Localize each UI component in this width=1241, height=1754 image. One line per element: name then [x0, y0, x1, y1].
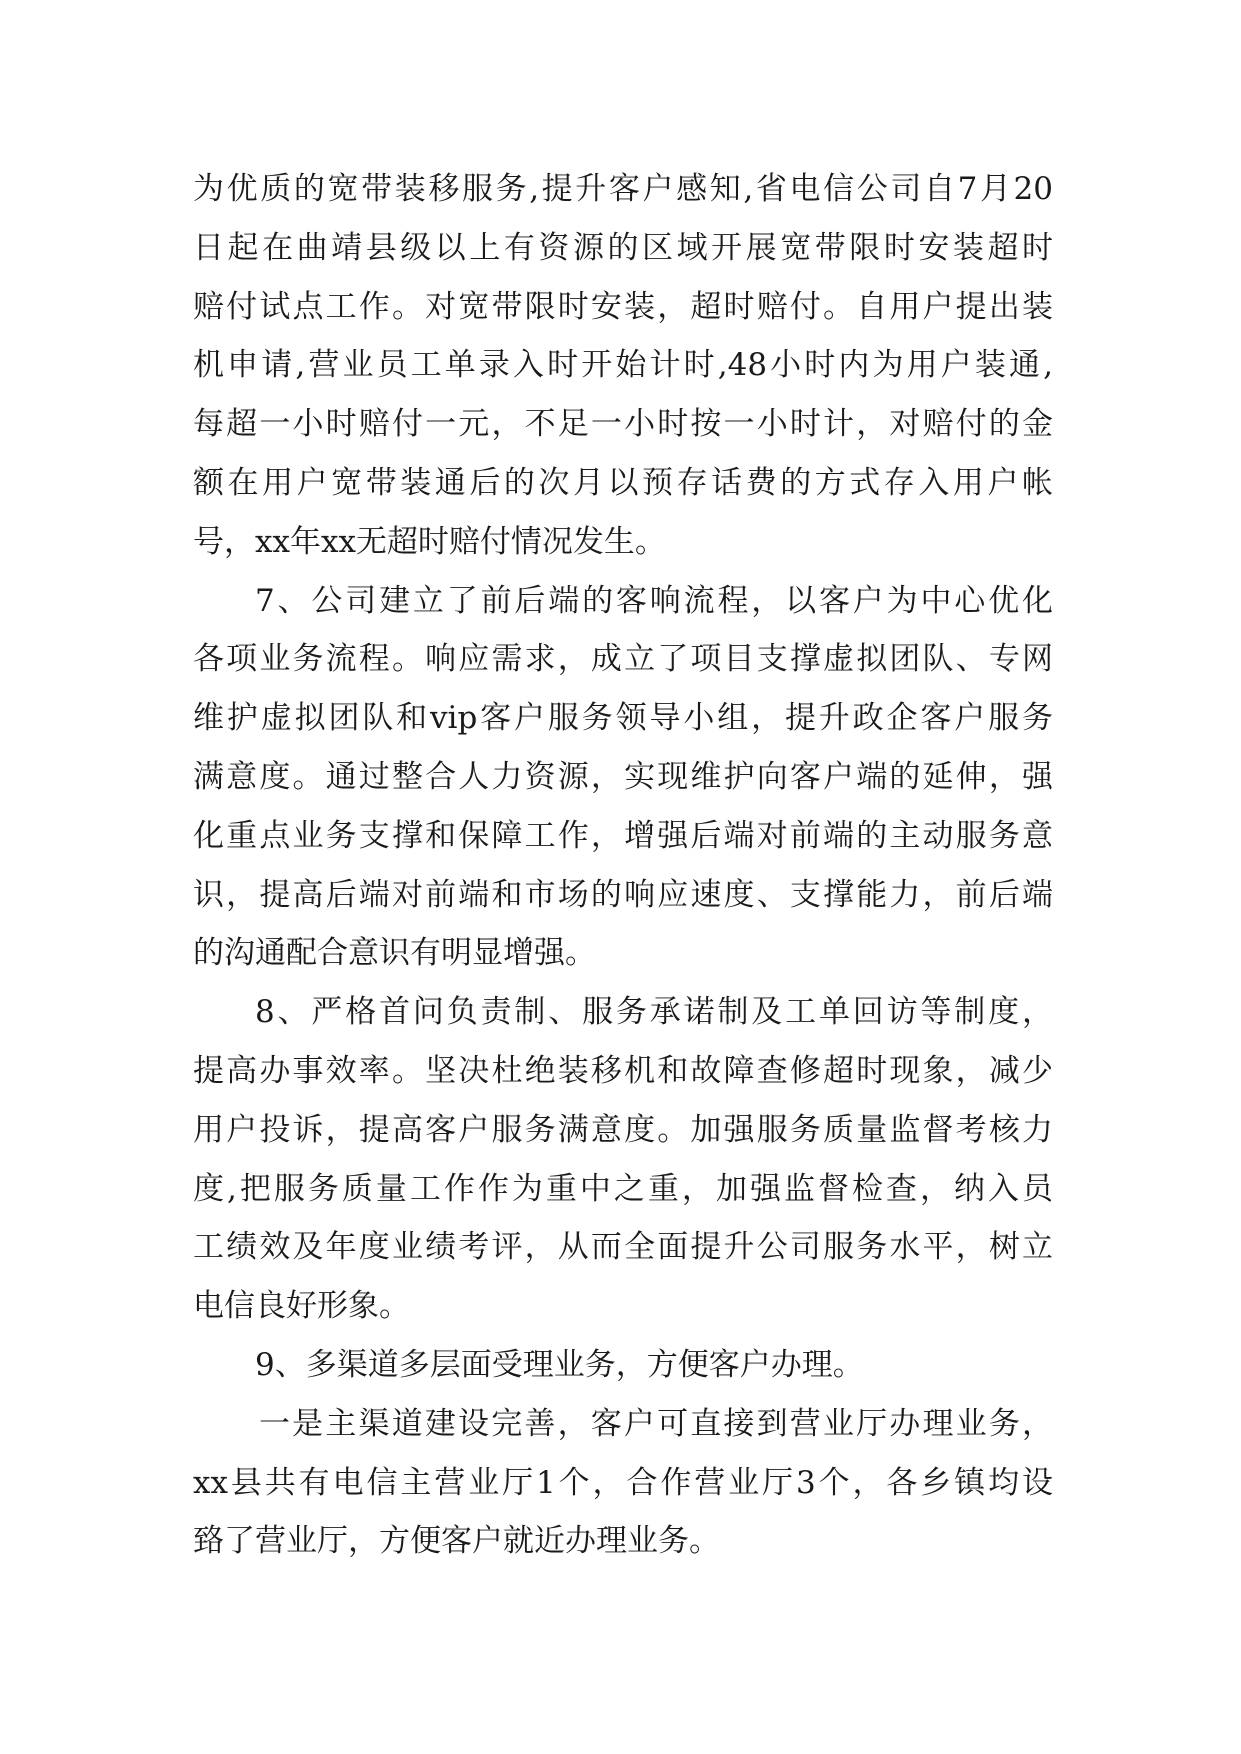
text-line: xx县共有电信主营业厅1个，合作营业厅3个，各乡镇均设: [193, 1464, 1053, 1501]
paragraph-heading-7: 7、公司建立了前后端的客响流程，以客户为中心优化: [255, 582, 1053, 619]
text-line: 日起在曲靖县级以上有资源的区域开展宽带限时安装超时: [193, 229, 1053, 266]
text-line: 各项业务流程。响应需求，成立了项目支撑虚拟团队、专网: [193, 641, 1053, 678]
text-line: 用户投诉，提高客户服务满意度。加强服务质量监督考核力: [193, 1111, 1053, 1148]
text-line: 号，xx年xx无超时赔付情况发生。: [193, 523, 666, 560]
text-line: 维护虚拟团队和vip客户服务领导小组，提升政企客户服务: [193, 700, 1053, 737]
text-line: 赔付试点工作。对宽带限时安装，超时赔付。自用户提出装: [193, 288, 1053, 325]
paragraph-heading-9: 9、多渠道多层面受理业务，方便客户办理。: [255, 1346, 864, 1383]
text-line: 提高办事效率。坚决杜绝装移机和故障查修超时现象，减少: [193, 1052, 1053, 1089]
text-line: 额在用户宽带装通后的次月以预存话费的方式存入用户帐: [193, 464, 1053, 501]
text-line: 的沟通配合意识有明显增强。: [193, 935, 596, 972]
text-line: 为优质的宽带装移服务,提升客户感知,省电信公司自7月20: [193, 171, 1053, 207]
text-line: 识，提高后端对前端和市场的响应速度、支撑能力，前后端: [193, 876, 1053, 913]
text-line: 臵了营业厅，方便客户就近办理业务。: [193, 1523, 720, 1560]
paragraph-heading-8: 8、严格首问负责制、服务承诺制及工单回访等制度，: [255, 994, 1053, 1031]
document-body: [193, 160, 1053, 1571]
text-line: 满意度。通过整合人力资源，实现维护向客户端的延伸，强: [193, 758, 1053, 795]
text-line: 度,把服务质量工作作为重中之重，加强监督检查，纳入员: [193, 1170, 1053, 1207]
text-line: 机申请,营业员工单录入时开始计时,48小时内为用户装通,: [193, 347, 1053, 384]
text-line: 工绩效及年度业绩考评，从而全面提升公司服务水平，树立: [193, 1229, 1053, 1266]
text-line: 化重点业务支撑和保障工作，增强后端对前端的主动服务意: [193, 817, 1053, 854]
text-line: 一是主渠道建设完善，客户可直接到营业厅办理业务，: [259, 1405, 1053, 1442]
text-line: 每超一小时赔付一元，不足一小时按一小时计，对赔付的金: [193, 406, 1053, 443]
text-line: 电信良好形象。: [193, 1288, 410, 1325]
